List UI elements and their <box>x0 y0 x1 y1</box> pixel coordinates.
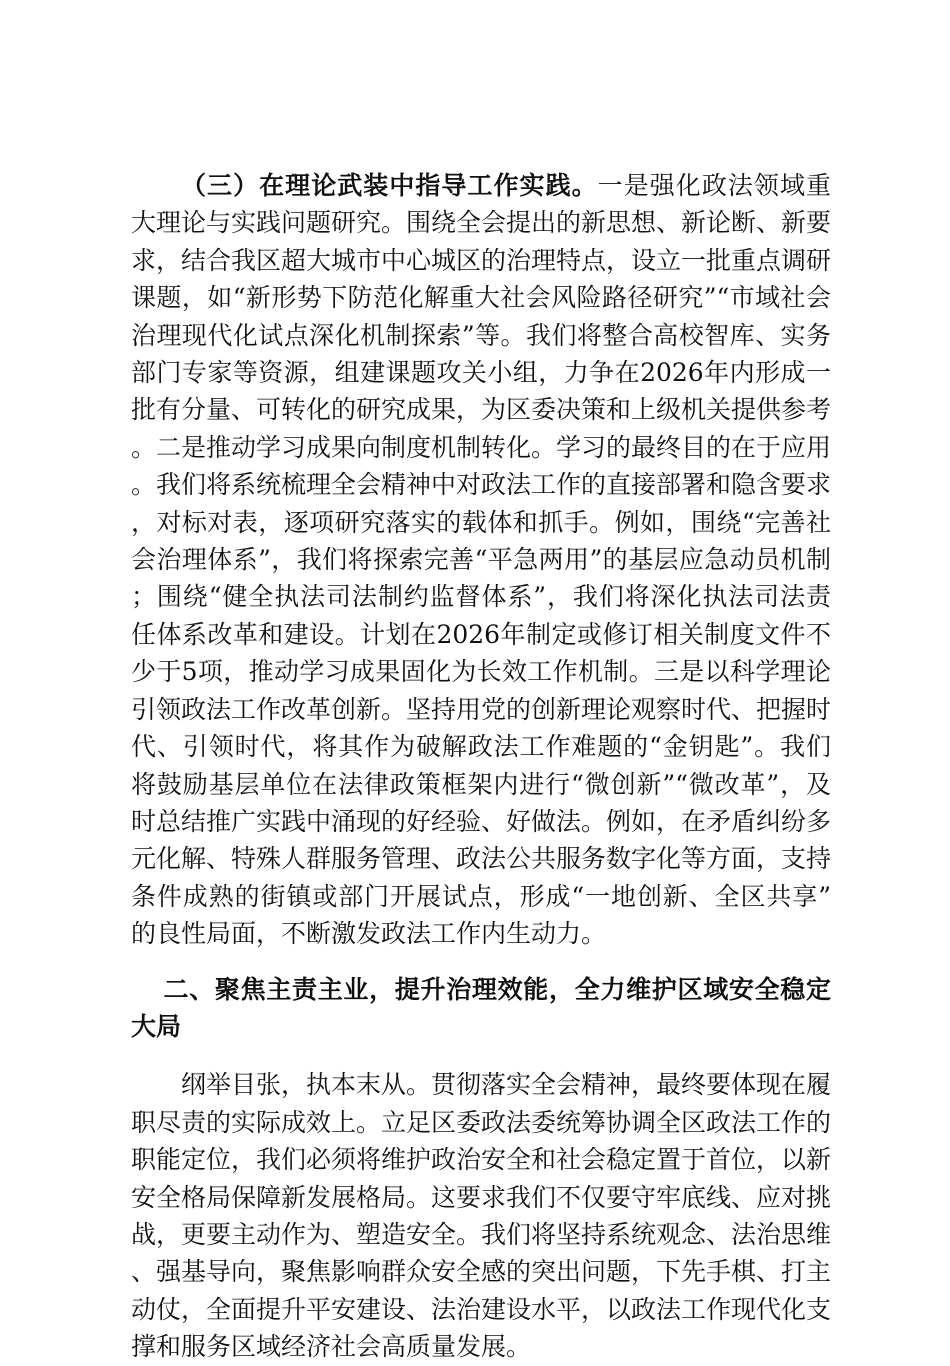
document-body <box>131 167 831 1366</box>
section-3-body-text: 一是强化政法领域重大理论与实践问题研究。围绕全会提出的新思想、新论断、新要求，结合我区超大城市中心城区的治理特点，设立一批重点调研课题，如“新形势下防范化解重大社会风险路径研究”“市域社会治理现代化试点深化机制探索”等。我们将整合高校智库、实务部门专家等资源，组建课题攻关小组，力争在2026年内形成一批有分量、可转化的研究成果，为区委决策和上级机关提供参考。二是推动学习成果向制度机制转化。学习的最终目的在于应用。我们将系统梳理全会精神中对政法工作的直接部署和隐含要求，对标对表，逐项研究落实的载体和抓手。例如，围绕“完善社会治理体系”，我们将探索完善“平急两用”的基层应急动员机制；围绕“健全执法司法制约监督体系”，我们将深化执法司法责任体系改革和建设。计划在2026年制定或修订相关制度文件不少于5项，推动学习成果固化为长效工作机制。三是以科学理论引领政法工作改革创新。坚持用党的创新理论观察时代、把握时代、引领时代，将其作为破解政法工作难题的“金钥匙”。我们将鼓励基层单位在法律政策框架内进行“微创新”“微改革”，及时总结推广实践中涌现的好经验、好做法。例如，在矛盾纠纷多元化解、特殊人群服务管理、政法公共服务数字化等方面，支持条件成熟的街镇或部门开展试点，形成“一地创新、全区共享”的良性局面，不断激发政法工作内生动力。 <box>131 171 832 949</box>
section-two-paragraph: 纲举目张，执本末从。贯彻落实全会精神，最终要体现在履职尽责的实际成效上。立足区委政法委统筹协调全区政法工作的职能定位，我们必须将维护政治安全和社会稳定置于首位，以新安全格局保障新发展格局。这要求我们不仅要守牢底线、应对挑战，更要主动作为、塑造安全。我们将坚持系统观念、法治思维、强基导向，聚焦影响群众安全感的突出问题，下先手棋、打主动仗，全面提升平安建设、法治建设水平，以政法工作现代化支撑和服务区域经济社会高质量发展。 <box>131 1070 832 1362</box>
section-two-heading: 二、聚焦主责主业，提升治理效能，全力维护区域安全稳定大局 <box>131 974 831 1041</box>
section-3-lead-title: （三）在理论武装中指导工作实践。 <box>181 171 598 200</box>
section-3-paragraph <box>131 167 831 953</box>
